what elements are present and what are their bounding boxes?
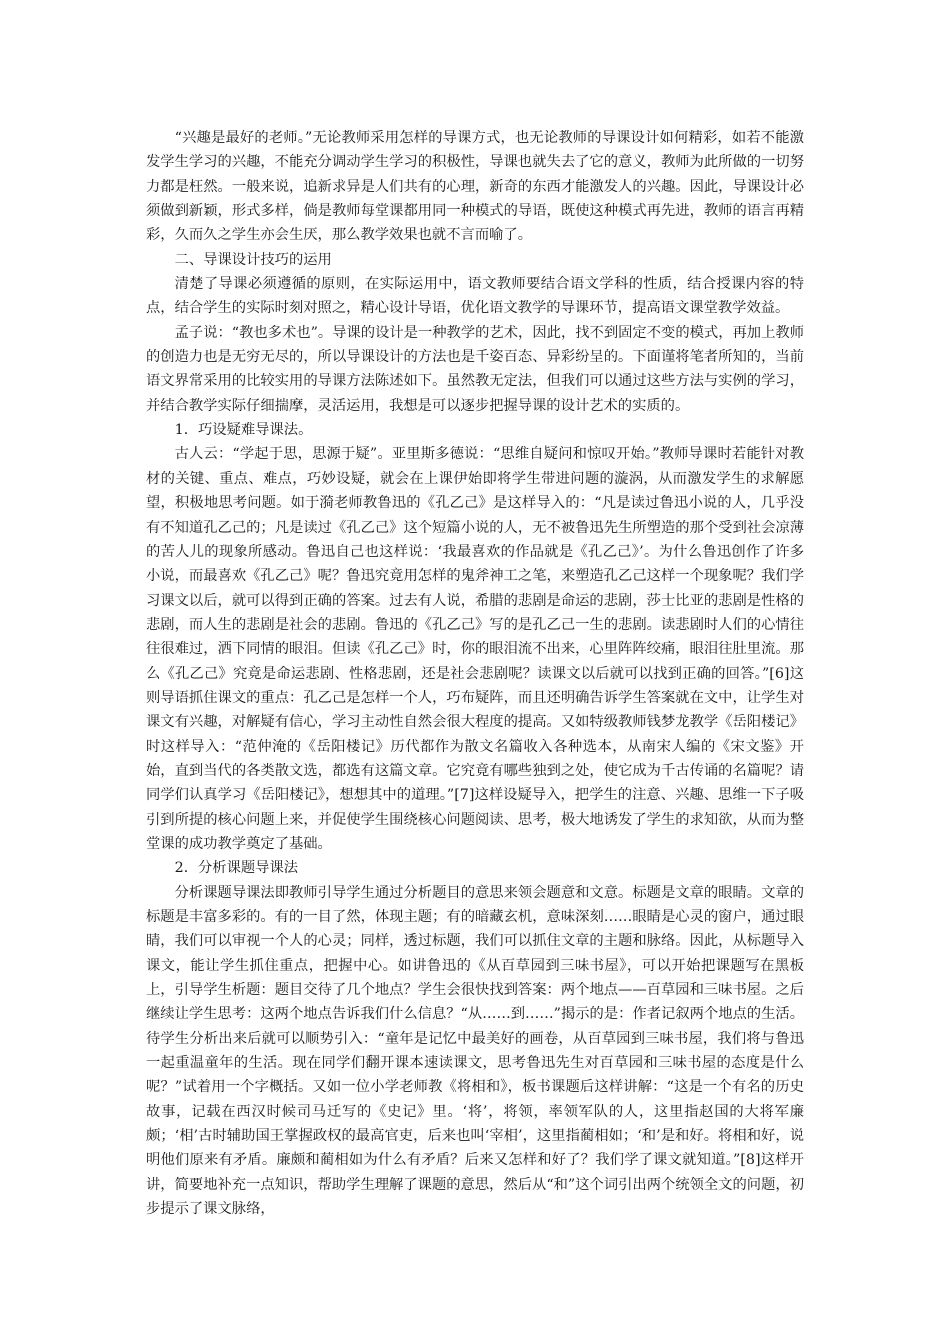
document-page <box>146 126 804 1221</box>
section-heading-techniques: 二、导课设计技巧的运用 <box>174 251 332 268</box>
paragraph-mencius: 孟子说：“教也多术也”。导课的设计是一种教学的艺术，因此，找不到固定不变的模式，再加上教师的创造力也是无穷无尽的，所以导课设计的方法也是千姿百态、异彩纷呈的。下面谨将笔者所知的，当前语文界常采用的比较实用的导课方法陈述如下。虽然教无定法，但我们可以通过这些方法与实例的学习，并结合教学实际仔细揣摩，灵活运用，我想是可以逐步把握导课的设计艺术的实质的。 <box>146 324 804 414</box>
paragraph-method-2: 分析课题导课法即教师引导学生通过分析题目的意思来领会题意和文意。标题是文章的眼睛。文章的标题是丰富多彩的。有的一目了然，体现主题；有的暗藏玄机，意味深刻……眼睛是心灵的窗户，通过眼睛，我们可以审视一个人的心灵；同样，透过标题，我们可以抓住文章的主题和脉络。因此，从标题导入课文，能让学生抓住重点，把握中心。如讲鲁迅的《从百草园到三味书屋》，可以开始把课题写在黑板上，引导学生析题：题目交待了几个地点？学生会很快找到答案：两个地点——百草园和三味书屋。之后继续让学生思考：这两个地点告诉我们什么信息？“从……到……”揭示的是：作者记叙两个地点的生活。待学生分析出来后就可以顺势引入：“童年是记忆中最美好的画卷，从百草园到三味书屋，我们将与鲁迅一起重温童年的生活。现在同学们翻开课本速读课文，思考鲁迅先生对百草园和三味书屋的态度是什么呢？”试着用一个字概括。又如一位小学老师教《将相和》，板书课题后这样讲解：“这是一个有名的历史故事，记载在西汉时候司马迁写的《史记》里。‘将’，将领，率领军队的人，这里指赵国的大将军廉颇；‘相’古时辅助国王掌握政权的最高官吏，后来也叫‘宰相’，这里指蔺相如；‘和’是和好。将相和好，说明他们原来有矛盾。廉颇和蔺相如为什么有矛盾？后来又怎样和好了？我们学了课文就知道。”[8]这样开讲，简要地补充一点知识，帮助学生理解了课题的意思，然后从“和”这个词引出两个统领全文的问题，初步提示了课文脉络， <box>146 884 804 1218</box>
subheading-method-2: 2．分析课题导课法 <box>174 860 299 877</box>
paragraph-method-1: 古人云：“学起于思，思源于疑”。亚里斯多德说：“思维自疑问和惊叹开始。”教师导课时若能针对教材的关键、重点、难点，巧妙设疑，就会在上课伊始即将学生带进问题的漩涡，从而激发学生的求解愿望，积极地思考问题。如于漪老师教鲁迅的《孔乙己》是这样导入的：“凡是读过鲁迅小说的人，几乎没有不知道孔乙己的；凡是读过《孔乙己》这个短篇小说的人，无不被鲁迅先生所塑造的那个受到社会凉薄的苦人儿的现象所感动。鲁迅自己也这样说：‘我最喜欢的作品就是《孔乙己》’。为什么鲁迅创作了许多小说，而最喜欢《孔乙己》呢？鲁迅究竟用怎样的鬼斧神工之笔，来塑造孔乙己这样一个现象呢？我们学习课文以后，就可以得到正确的答案。过去有人说，希腊的悲剧是命运的悲剧，莎士比亚的悲剧是性格的悲剧，而人生的悲剧是社会的悲剧。鲁迅的《孔乙己》写的是孔乙己一生的悲剧。读悲剧时人们的心情往往很难过，洒下同情的眼泪。但读《孔乙己》时，你的眼泪流不出来，心里阵阵绞痛，眼泪往肚里流。那么《孔乙己》究竟是命运悲剧、性格悲剧，还是社会悲剧呢？读课文以后就可以找到正确的回答。”[6]这则导语抓住课文的重点：孔乙己是怎样一个人，巧布疑阵，而且还明确告诉学生答案就在文中，让学生对课文有兴趣，对解疑有信心，学习主动性自然会很大程度的提高。又如特级教师钱梦龙教学《岳阳楼记》时这样导入：“范仲淹的《岳阳楼记》历代都作为散文名篇收入各种选本，从南宋人编的《宋文鉴》开始，直到当代的各类散文选，都选有这篇文章。它究竟有哪些独到之处，使它成为千古传诵的名篇呢？请同学们认真学习《岳阳楼记》，想想其中的道理。”[7]这样设疑导入，把学生的注意、兴趣、思维一下子吸引到所提的核心问题上来，并促使学生围绕核心问题阅读、思考，极大地诱发了学生的求知欲，从而为整堂课的成功教学奠定了基础。 <box>146 446 804 852</box>
subheading-method-1: 1．巧设疑难导课法。 <box>174 422 313 439</box>
paragraph-interest: “兴趣是最好的老师。”无论教师采用怎样的导课方式，也无论教师的导课设计如何精彩，如若不能激发学生学习的兴趣，不能充分调动学生学习的积极性，导课也就失去了它的意义，教师为此所做的一切努力都是枉然。一般来说，追新求异是人们共有的心理，新奇的东西才能激发人的兴趣。因此，导课设计必须做到新颖，形式多样，倘是教师每堂课都用同一种模式的导语，既使这种模式再先进，教师的语言再精彩，久而久之学生亦会生厌，那么教学效果也就不言而喻了。 <box>146 130 804 244</box>
paragraph-principles: 清楚了导课必须遵循的原则，在实际运用中，语文教师要结合语文学科的性质，结合授课内容的特点，结合学生的实际时刻对照之，精心设计导语，优化语文教学的导课环节，提高语文课堂教学效益。 <box>146 276 804 317</box>
